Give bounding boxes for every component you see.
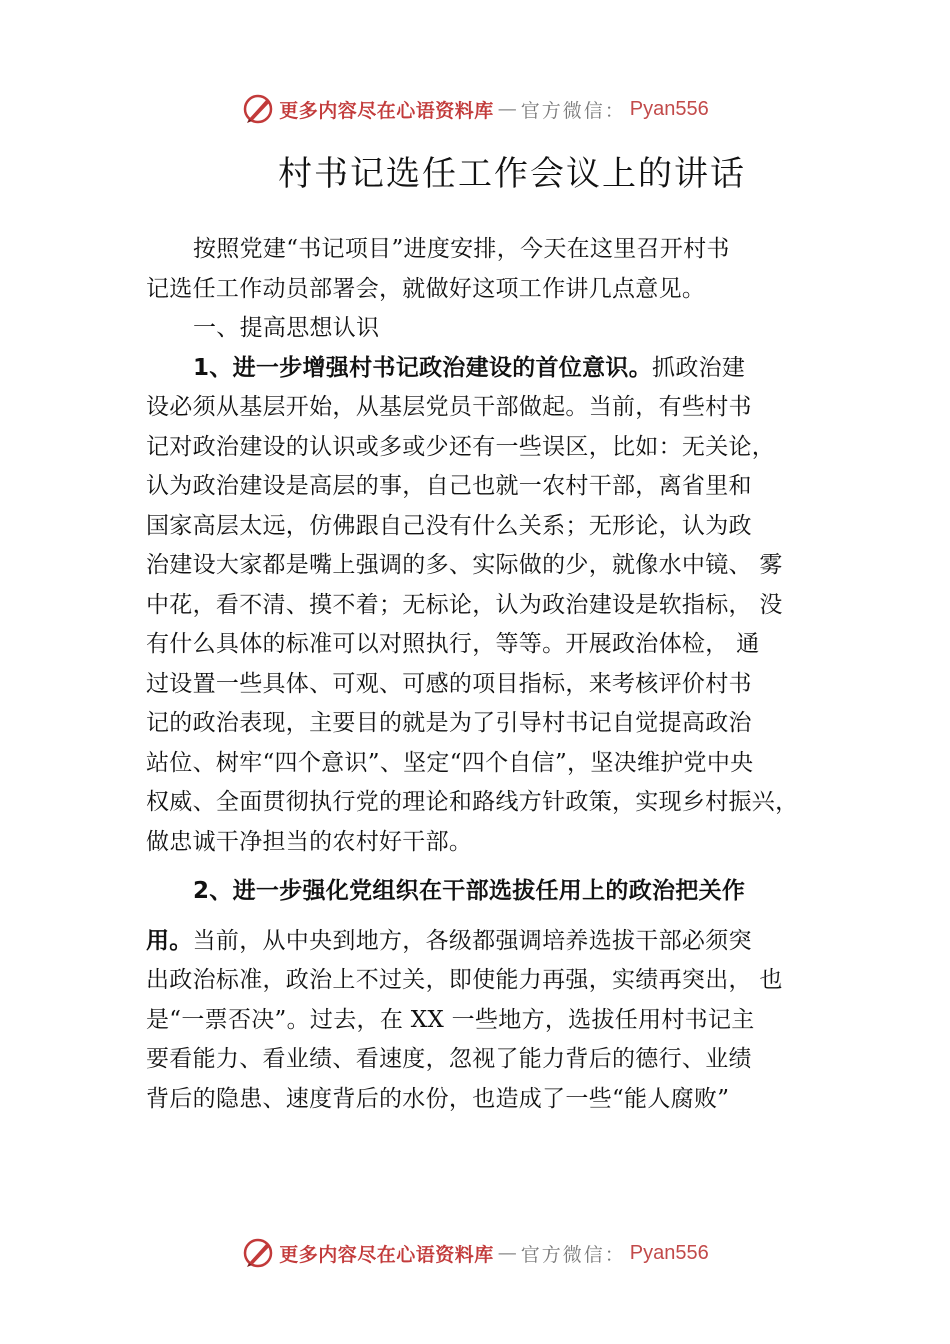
body-line: 记的政治表现，主要目的就是为了引导村书记自觉提高政治: [146, 710, 752, 736]
body-line: 站位、树牢“四个意识”、坚定“四个自信”，坚决维护党中央: [146, 749, 754, 776]
body-line: 出政治标准，政治上不过关，即使能力再强，实绩再突出， 也: [146, 967, 783, 993]
body-line: 记选任工作动员部署会，就做好这项工作讲几点意见。: [146, 275, 706, 302]
document-title: 村书记选任工作会议上的讲话: [278, 154, 746, 194]
header-brand-text: 更多内容尽在心语资料库: [279, 99, 494, 122]
body-text: 抓政治建: [652, 354, 746, 381]
page-header: [0, 92, 950, 126]
body-line: 背后的隐患、速度背后的水份，也造成了一些“能人腐败”: [146, 1085, 730, 1112]
body-line: 治建设大家都是嘴上强调的多、实际做的少，就像水中镜、 雾: [146, 552, 783, 578]
pen-ring-logo-icon: [241, 1236, 275, 1270]
footer-brand-text: 更多内容尽在心语资料库: [279, 1243, 494, 1266]
body-line: 记对政治建设的认识或多或少还有一些误区，比如：无关论，: [146, 433, 776, 460]
header-wechat-id: Pyan556: [629, 97, 709, 120]
header-dash: —: [497, 98, 517, 120]
footer-dash: —: [497, 1242, 517, 1264]
body-line: 中花，看不清、摸不着；无标论，认为政治建设是软指标， 没: [146, 591, 783, 618]
page-footer: [0, 1236, 950, 1270]
subheading-line: [146, 922, 826, 962]
header-wechat-label: 官方微信：: [520, 99, 626, 122]
footer-wechat-id: Pyan556: [629, 1241, 709, 1264]
paragraph-gap: [146, 862, 826, 872]
subheading-line: [146, 349, 826, 389]
subheading-2-end: 用。: [146, 927, 193, 954]
body-line: 国家高层太远，仿佛跟自己没有什么关系；无形论，认为政: [146, 512, 752, 539]
body-line: 有什么具体的标准可以对照执行，等等。开展政治体检， 通: [146, 631, 760, 657]
body-line: 认为政治建设是高层的事，自己也就一农村干部，离省里和: [146, 473, 752, 499]
section-heading: 一、提高思想认识: [193, 315, 380, 341]
document-body: [146, 230, 826, 1119]
paragraph-gap: [146, 912, 826, 922]
subheading-1: 1、进一步增强村书记政治建设的首位意识。: [193, 354, 653, 381]
body-line: 是“一票否决”。过去，在 XX 一些地方，选拔任用村书记主: [146, 1006, 755, 1033]
pen-ring-logo-icon: [241, 92, 275, 126]
body-line: 设必须从基层开始，从基层党员干部做起。当前，有些村书: [146, 394, 752, 420]
body-line: 过设置一些具体、可观、可感的项目指标，来考核评价村书: [146, 670, 752, 697]
body-line: 按照党建“书记项目”进度安排，今天在这里召开村书: [193, 236, 730, 262]
body-line: 做忠诚干净担当的农村好干部。: [146, 828, 473, 855]
body-line: 要看能力、看业绩、看速度，忽视了能力背后的德行、业绩: [146, 1046, 752, 1072]
subheading-2: 2、进一步强化党组织在干部选拔任用上的政治把关作: [193, 878, 746, 904]
body-text: 当前，从中央到地方，各级都强调培养选拔干部必须突: [192, 927, 752, 954]
body-line: 权威、全面贯彻执行党的理论和路线方针政策，实现乡村振兴，: [146, 789, 799, 815]
footer-wechat-label: 官方微信：: [520, 1243, 626, 1266]
